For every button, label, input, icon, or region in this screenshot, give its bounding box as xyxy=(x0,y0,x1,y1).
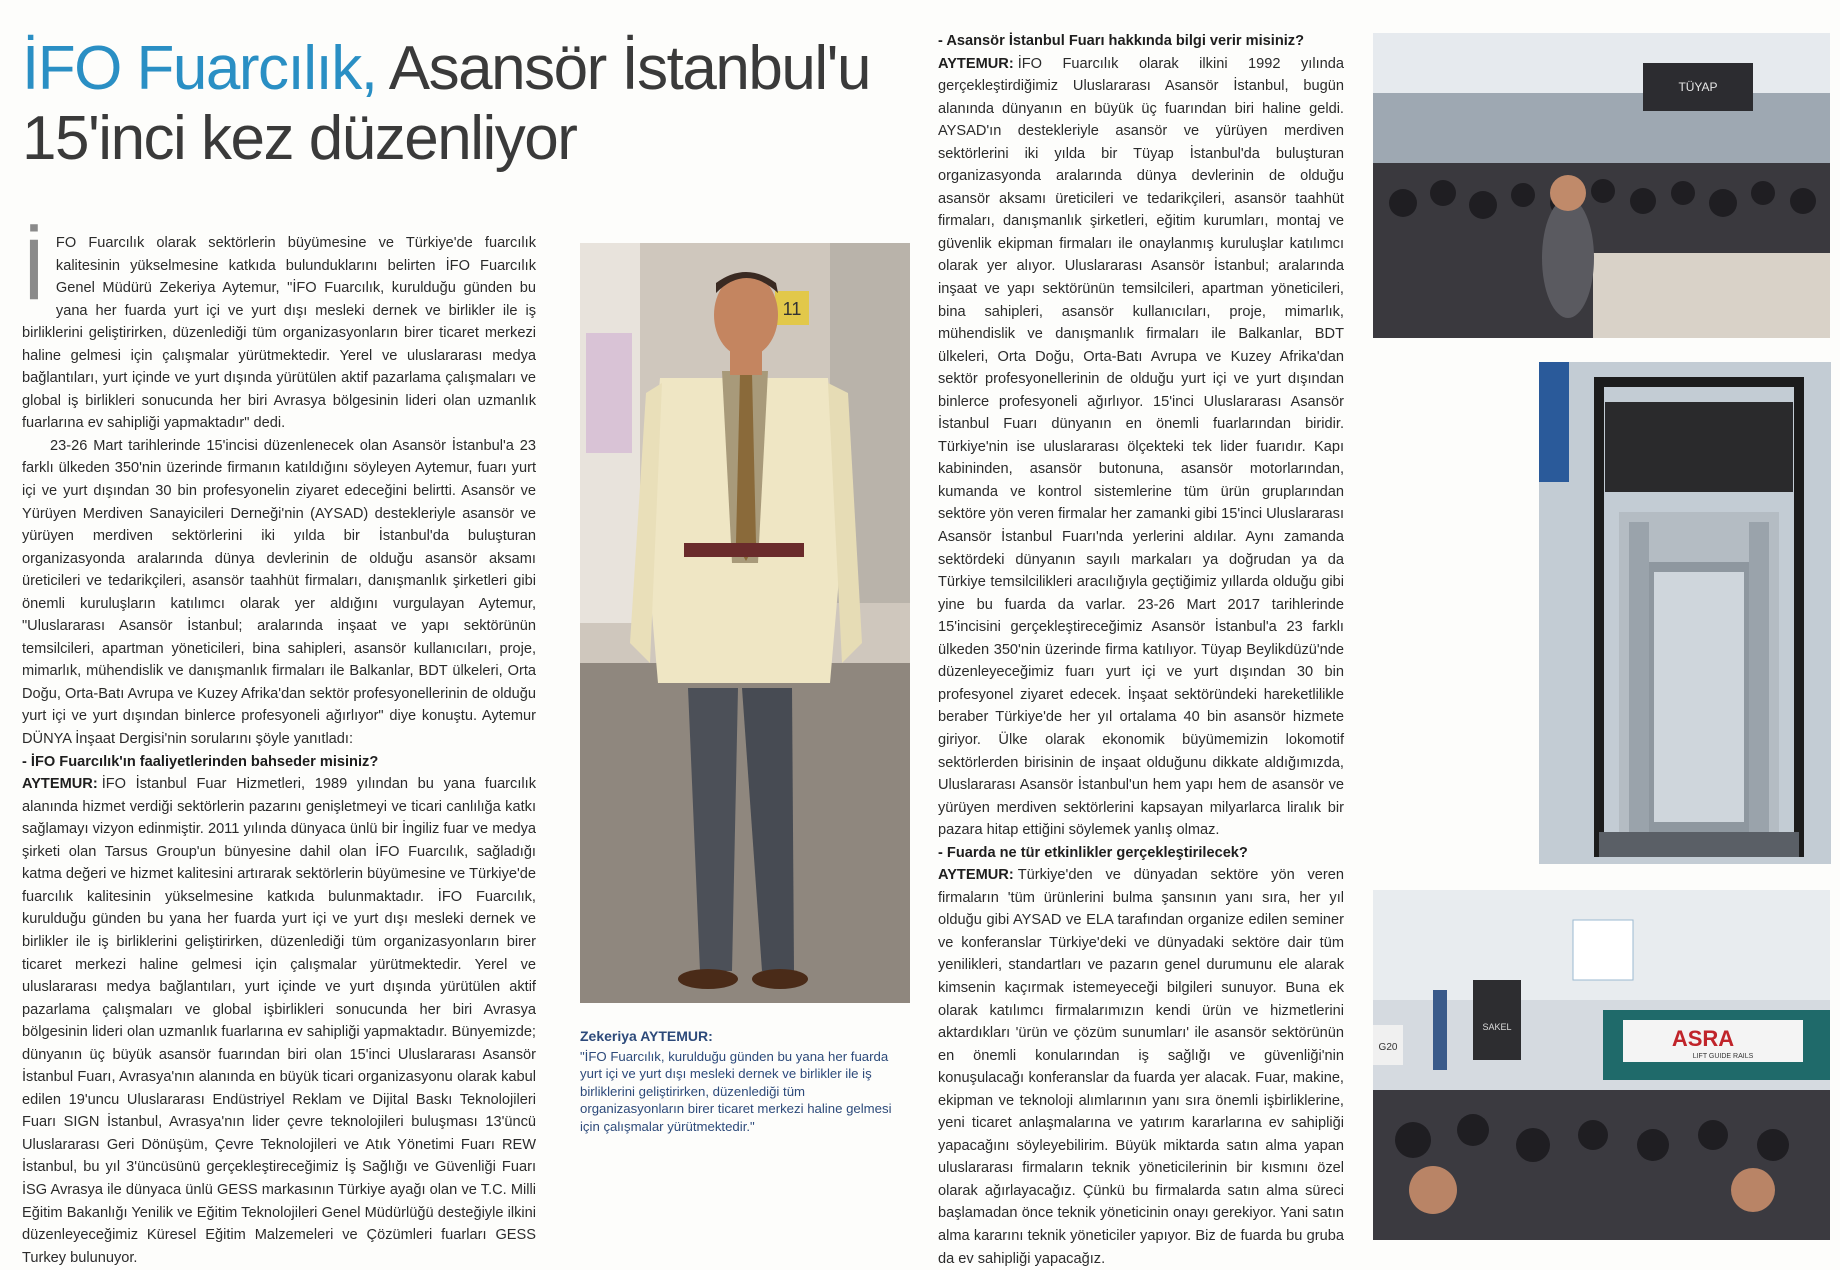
booth-code: G20 xyxy=(1378,1042,1398,1053)
portrait-photo xyxy=(580,243,910,1003)
interview-answer xyxy=(22,773,536,1269)
interview-question: - İFO Fuarcılık'ın faaliyetlerinden bahseder misiniz? xyxy=(22,753,379,770)
answer-text: Türkiye'den ve dünyadan sektöre yön veren firmaların 'tüm ürünlerini bulma şansının yanı sıra, her yıl olduğu gibi AYSAD ve ELA tarafından organize edilen seminer ve konferanslar Türkiye'deki ve dünyadaki sektöre dair tüm yenilikleri, standartları ve pazarın genel durumunu ele alarak kimsenin kaçırmak istemeyeceği bilgileri sunuyor. Buna ek olarak katılımcı firmalarımızın kendi ürün ve hizmetlerini aktardıkları 'ürün ve çözüm sunumları' ile asansör sektörünün en önemli konularından iş sağlığı ve güvenliği'nin konuşulacağı konferanslar da fuarda yer alacak. Fuar, makine, ekipman ve teknoloji alımlarının yanı sıra önemli işbirliklerine, yeni ticaret anlaşmalarına ve yatırım kararlarına ev sahipliği yapacağını söyleyebilirim. Büyük miktarda satın alma yapan uluslararası firmaların teknik yöneticilerinin bir kısmını özel olarak ağırlayacağız. Çünkü bu firmalarda satın alma süreci başlamadan önce teknik yöneticinin onayı gerekiyor. Yani satın alma kararını teknik yöneticiler yapıyor. Biz de fuarda bu gruba da ev sahipliği yapacağız. xyxy=(938,867,1344,1267)
caption-name: Zekeriya AYTEMUR: xyxy=(580,1028,713,1044)
interview-question: - Asansör İstanbul Fuarı hakkında bilgi verir misiniz? xyxy=(938,33,1305,49)
headline-line2: 15'inci kez düzenliyor xyxy=(22,104,577,173)
interview-answer xyxy=(938,864,1344,1270)
interview-answer xyxy=(938,53,1344,842)
asra-tagline: LIFT GUIDE RAILS xyxy=(1692,1053,1754,1060)
asra-logo-text: ASRA xyxy=(1671,1026,1735,1051)
intro-paragraph: FO Fuarcılık olarak sektörlerin büyümesine ve Türkiye'de fuarcılık kalitesinin yükselmesine katkıda bulunduklarını belirten İFO Fuarcılık Genel Müdürü Zekeriya Aytemur, "İFO Fuarcılık, kurulduğu günden bu yana her fuarda yurt içi ve yurt dışı mesleki dernek ve birlikler ile iş birliklerini geliştirirken, düzenlediği tüm organizasyonların birer ticaret merkezi haline gelmesi için çalışmalar yürütmektedir. Yerel ve uluslararası medya bağlantıları, yurt içinde ve yurt dışında yürütülen aktif pazarlama çalışmaları ve global iş birlikleri sonucunda her biri Avrasya bölgesinin lideri olan uzmanlık fuarlarına ev sahipliği yapmaktadır" dedi. xyxy=(22,235,536,432)
photo-caption xyxy=(580,1028,910,1135)
article-column-2 xyxy=(938,30,1344,1270)
body-paragraph: 23-26 Mart tarihlerinde 15'incisi düzenlenecek olan Asansör İstanbul'a 23 farklı ülkeden 350'nin üzerinde firmanın katıldığını söyleyen Aytemur, fuarı yurt içi ve yurt dışından 30 bin profesyonelin ziyaret edeceğini belirtti. Asansör ve Yürüyen Merdiven Sanayicileri Derneği'nin (AYSAD) destekleriyle asansör ve yürüyen merdiven sektörlerini iki yılda bir İstanbul'da buluşturan organizasyonda aralarında dünya devlerinin de olduğu asansör aksamı üreticileri ve tedarikçileri, asansör taahhüt firmaları, danışmanlık şirketleri gibi önemli kuruluşların katılımcı olarak yer aldığını vurgulayan Aytemur, "Uluslararası Asansör İstanbul; aralarında inşaat ve yapı sektörünün temsilcileri, apartman yöneticileri, bina sahipleri, asansör kullanıcıları, proje, mimarlık, mühendislik ve danışmanlık firmaları ile Balkanlar, BDT ülkeleri, Orta Doğu, Orta-Batı Avrupa ve Kuzey Afrika'dan sektör profesyonellerinin de olduğu yurt içi ve yurt dışından binlerce profesyoneli ağırlıyor" diye konuştu. Aytemur DÜNYA İnşaat Dergisi'nin sorularını şöyle yanıtladı: xyxy=(22,437,536,748)
booth-illustration xyxy=(1373,890,1830,1240)
headline-highlight: İFO Fuarcılık, xyxy=(22,34,377,103)
headline xyxy=(22,34,922,174)
speaker-label: AYTEMUR: xyxy=(938,867,1014,884)
portrait-illustration xyxy=(580,243,910,1003)
caption-quote: "İFO Fuarcılık, kurulduğu günden bu yana her fuarda yurt içi ve yurt dışı mesleki dernek ve birlikler ile iş birliklerini geliştirirken, düzenlediği tüm organizasyonların birer ticaret merkezi haline gelmesi için çalışmalar yürütmektedir." xyxy=(580,1048,892,1134)
dropcap: İ xyxy=(22,222,46,318)
elevator-illustration xyxy=(1539,362,1831,864)
interview-question: - Fuarda ne tür etkinlikler gerçekleştirilecek? xyxy=(938,844,1248,861)
speaker-label: AYTEMUR: xyxy=(22,776,98,793)
brand-sign-left: SAKEL xyxy=(1482,1022,1512,1032)
exhibition-booth-photo xyxy=(1373,890,1830,1240)
article-column-1 xyxy=(22,222,536,1269)
elevator-cabin-photo xyxy=(1539,362,1831,864)
speaker-label: AYTEMUR: xyxy=(938,55,1014,72)
headline-line1-rest: Asansör İstanbul'u xyxy=(376,34,870,103)
booth-number: 11 xyxy=(782,299,802,319)
exhibition-hall-photo xyxy=(1373,33,1830,338)
exhibition-hall-illustration xyxy=(1373,33,1830,338)
answer-text: İFO Fuarcılık olarak ilkini 1992 yılında gerçekleştirdiğimiz Uluslararası Asansör İstanbul, bugün alanında dünyanın en büyük üç fuarından biri haline geldi. AYSAD'ın destekleriyle asansör ve yürüyen merdiven sektörlerini iki yılda bir Tüyap İstanbul'da buluşturan organizasyonda aralarında dünya devlerinin de olduğu asansör aksamı üreticileri ve tedarikçileri, asansör taahhüt firmaları, danışmanlık şirketleri, eğitim kurumları, montaj ve güvenlik ekipman firmaları ile onaylanmış kuruluşlar katılımcı olarak yer alıyor. Uluslararası Asansör İstanbul; aralarında inşaat ve yapı sektörünün temsilcileri, apartman yöneticileri, bina sahipleri, asansör kullanıcıları, proje, mimarlık, mühendislik ve danışmanlık firmaları ile Balkanlar, BDT ülkeleri, Orta Doğu, Orta-Batı Avrupa ve Kuzey Afrika'dan sektör profesyonellerinin de olduğu yurt içi ve yurt dışından binlerce profesyoneli ağırlıyor. 15'inci Uluslararası Asansör İstanbul Fuarı dünyanın en önemli fuarlarından biridir. Türkiye'nin ise uluslararası ölçekteki tek lider fuarıdır. Kapı kabininden, asansör butonuna, asansör motorlarından, kumanda ve kontrol sistemlerine tüm ürün gruplarından sektöre yön veren firmalar her zamanki gibi 15'inci Uluslararası Asansör İstanbul Fuarı'nda yerlerini aldılar. Aynı zamanda sektördeki dünyanın sayılı markaları ya doğrudan ya da Türkiye temsilcilikleri aracılığıyla geçtiğimiz yıllarda olduğu gibi yine bu fuarda da varlar. 23-26 Mart 2017 tarihlerinde 15'incisini gerçekleştireceğimiz Asansör İstanbul'a 23 farklı ülkeden 350'nin üzerinde firma katılıyor. Tüyap Beylikdüzü'nde düzenleyeceğimiz fuarı yurt içi ve yurt dışından 30 bin profesyonel ziyaret edecek. İnşaat sektöründeki hareketlilikle beraber Türkiye'de her yıl ortalama 40 bin asansör hizmete giriyor. Ülke olarak ekonomik büyümemizin lokomotif sektörlerden birisinin de inşaat olduğunu dikkate aldığımızda, Uluslararası Asansör İstanbul'un hem yapı hem de asansör ve yürüyen merdiven sektörlerini kapsayan milyarlarca liralık bir pazara hitap ettiğini söylemek yanlış olmaz. xyxy=(938,55,1344,839)
venue-sign: TÜYAP xyxy=(1678,80,1718,94)
answer-text: İFO İstanbul Fuar Hizmetleri, 1989 yılından bu yana fuarcılık alanında hizmet verdiği sektörlerin pazarını genişletmeyi ve ticari canlılığa katkı sağlamayı vizyon edinmiştir. 2011 yılında dünyaca ünlü bir İngiliz fuar ve medya şirketi olan Tarsus Group'un bünyesine dahil olan İFO Fuarcılık, sağladığı katma değeri ve hizmet kalitesini artırarak sektörlerin büyümesine ve Türkiye'de fuarcılık kalitesinin yükselmesine katkıda bulunmaktadır. İFO Fuarcılık, kurulduğu günden bu yana her fuarda yurt içi ve yurt dışı mesleki dernek ve birlikler ile iş birliklerini geliştirirken, düzenlediği tüm organizasyonların birer ticaret merkezi haline gelmesi için çalışmalar yürütmektedir. Yerel ve uluslararası medya bağlantıları, yurt içinde ve yurt dışında yürütülen aktif pazarlama çalışmaları ve global işbirlikleri sonucunda her biri Avrasya bölgesinin lideri olan uzmanlık fuarlarına ev sahipliği yapmaktadır. Bünyemizde; dünyanın üç büyük asansör fuarından biri olan 15'inci Uluslararası Asansör İstanbul Fuarı, Avrasya'nın alanında en büyük ticari organizasyonu olarak kabul edilen 19'uncu Uluslararası Endüstriyel Reklam ve Dijital Baskı Teknolojileri Fuarı SIGN İstanbul, Avrasya'nın lider çevre teknolojileri buluşması 13'üncü Uluslararası Geri Dönüşüm, Çevre Teknolojileri ve Atık Yönetimi Fuarı REW İstanbul, bu yıl 3'üncüsünü gerçekleştireceğimiz İş Sağlığı ve Güvenliği Fuarı İSG Avrasya ile dünyaca ünlü GESS markasının Türkiye ayağı olan ve T.C. Milli Eğitim Bakanlığı Yenilik ve Eğitim Teknolojileri Genel Müdürlüğü desteğiyle ilkini düzenleyeceğimiz Küresel Eğitim Malzemeleri ve Çözümleri fuarları GESS Turkey bulunuyor. xyxy=(22,776,536,1266)
